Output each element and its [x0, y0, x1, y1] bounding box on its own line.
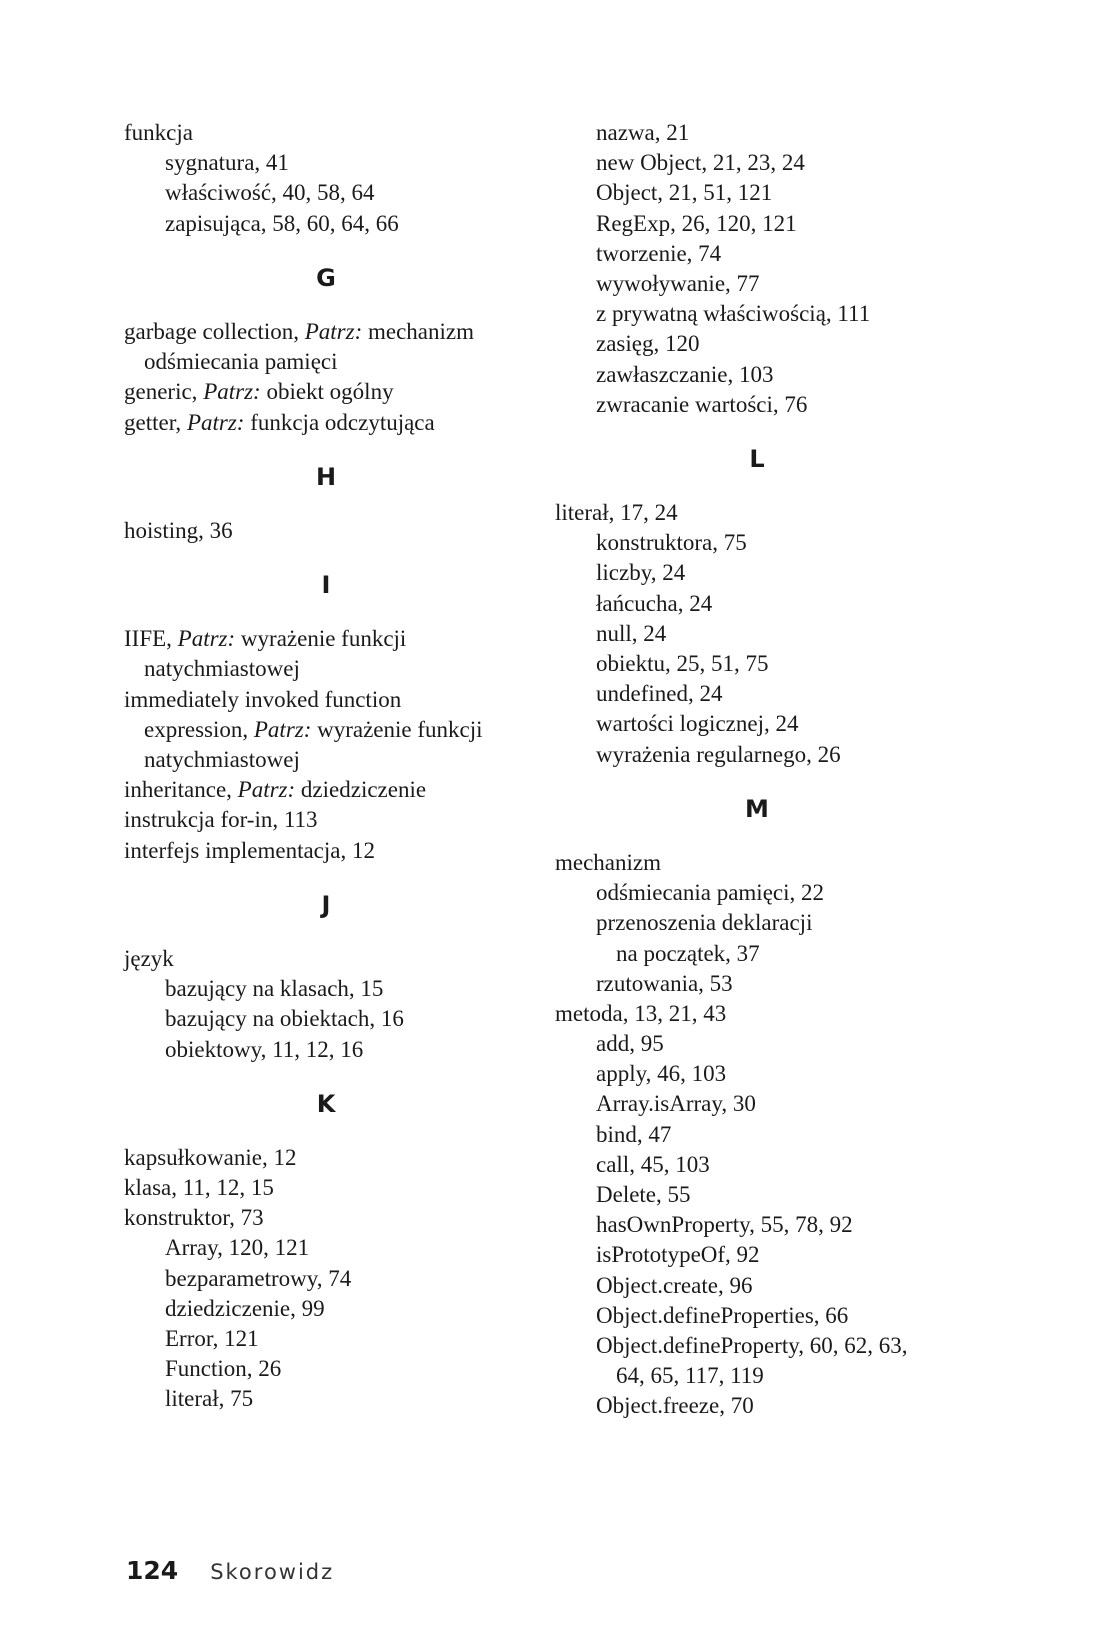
index-column-right	[555, 118, 975, 1422]
index-entry-text: Object.defineProperty, 60, 62, 63,	[596, 1332, 908, 1358]
index-column-left	[124, 118, 544, 1415]
index-entry	[124, 148, 544, 178]
index-entry	[124, 1324, 544, 1354]
index-entry-text: RegExp, 26, 120, 121	[596, 210, 797, 236]
cross-reference-label: Patrz:	[177, 626, 236, 652]
index-entry-text: odśmiecania pamięci, 22	[596, 880, 825, 906]
index-entry	[555, 1210, 975, 1240]
index-section-letter: L	[749, 444, 765, 473]
cross-reference-label: Patrz:	[304, 318, 363, 344]
cross-reference-label: Patrz:	[186, 409, 245, 435]
index-entry	[555, 360, 975, 390]
index-entry	[555, 848, 975, 878]
index-entry	[124, 1203, 544, 1233]
index-entry-text: inheritance,	[124, 777, 238, 803]
index-entry-text: konstruktor, 73	[124, 1205, 264, 1231]
index-entry-text: Array, 120, 121	[165, 1235, 310, 1261]
index-entry	[555, 1180, 975, 1210]
cross-reference-target: dziedziczenie	[295, 777, 427, 803]
running-head: Skorowidz	[210, 1560, 335, 1584]
index-entry-text: new Object, 21, 23, 24	[596, 150, 805, 176]
index-entry-text: właściwość, 40, 58, 64	[165, 180, 375, 206]
cross-reference-label: Patrz:	[253, 716, 312, 742]
index-entry-text: zwracanie wartości, 76	[596, 391, 808, 417]
index-entry	[555, 1029, 975, 1059]
index-entry	[555, 329, 975, 359]
index-entry	[124, 347, 544, 377]
index-entry	[124, 1233, 544, 1263]
index-entry-text: undefined, 24	[596, 681, 723, 707]
index-entry	[124, 408, 544, 438]
index-entry	[124, 836, 544, 866]
page-number: 124	[126, 1556, 179, 1585]
index-entry	[555, 498, 975, 528]
index-entry	[555, 1089, 975, 1119]
index-entry-text: mechanizm	[555, 849, 662, 875]
index-entry	[124, 1294, 544, 1324]
index-entry-text: Object.defineProperties, 66	[596, 1302, 849, 1328]
index-entry	[124, 317, 544, 347]
index-entry	[555, 1271, 975, 1301]
cross-reference-label: Patrz:	[237, 777, 296, 803]
index-entry-text: wywoływanie, 77	[596, 270, 760, 296]
index-entry-text: obiektu, 25, 51, 75	[596, 651, 769, 676]
index-entry-text: getter,	[124, 409, 187, 435]
index-entry	[555, 558, 975, 588]
index-entry-text: odśmiecania pamięci	[144, 349, 338, 375]
index-section-letter: H	[315, 462, 337, 491]
index-entry-text: kapsułkowanie, 12	[124, 1144, 297, 1170]
index-entry	[555, 878, 975, 908]
index-entry	[555, 148, 975, 178]
index-entry-text: przenoszenia deklaracji	[596, 910, 813, 936]
index-entry	[555, 908, 975, 938]
index-entry-text: Object.create, 96	[596, 1272, 753, 1298]
cross-reference-target: wyrażenie funkcji	[311, 716, 483, 742]
index-entry	[555, 1361, 975, 1391]
index-entry-text: garbage collection,	[124, 318, 305, 344]
index-entry	[555, 118, 975, 148]
index-entry	[555, 1331, 975, 1361]
index-entry	[124, 178, 544, 208]
index-entry-text: bezparametrowy, 74	[165, 1265, 352, 1291]
cross-reference-target: mechanizm	[362, 318, 474, 344]
index-entry	[555, 709, 975, 739]
index-entry-text: IIFE,	[124, 626, 178, 652]
index-entry	[555, 1301, 975, 1331]
index-entry-text: Object.freeze, 70	[596, 1393, 754, 1419]
index-entry	[124, 1143, 544, 1173]
index-entry	[124, 1035, 544, 1065]
page-footer	[126, 1553, 334, 1589]
index-entry-text: tworzenie, 74	[596, 240, 722, 266]
index-entry-text: Function, 26	[165, 1356, 282, 1382]
index-entry	[124, 1354, 544, 1384]
index-entry-text: literał, 75	[165, 1386, 254, 1412]
index-entry	[124, 209, 544, 239]
index-entry	[555, 619, 975, 649]
index-entry-text: hasOwnProperty, 55, 78, 92	[596, 1212, 853, 1238]
index-entry	[555, 528, 975, 558]
index-entry-text: liczby, 24	[596, 560, 686, 586]
index-entry	[124, 654, 544, 684]
index-entry	[555, 1150, 975, 1180]
index-section-letter: G	[316, 263, 336, 292]
index-entry	[555, 999, 975, 1029]
index-entry-text: rzutowania, 53	[596, 970, 733, 996]
index-entry	[555, 1059, 975, 1089]
index-entry	[124, 516, 544, 546]
index-entry	[555, 740, 975, 770]
index-entry	[124, 1004, 544, 1034]
index-entry-text: hoisting, 36	[124, 517, 233, 543]
index-entry-text: Delete, 55	[596, 1182, 691, 1207]
index-entry	[124, 377, 544, 407]
index-entry	[555, 1391, 975, 1421]
index-entry	[555, 178, 975, 208]
index-entry-text: konstruktora, 75	[596, 530, 747, 556]
index-entry	[124, 118, 544, 148]
index-entry	[555, 939, 975, 969]
index-entry-text: metoda, 13, 21, 43	[555, 1000, 727, 1026]
index-entry-text: 64, 65, 117, 119	[616, 1363, 764, 1389]
index-entry	[555, 1240, 975, 1270]
index-entry	[124, 715, 544, 745]
index-section-letter: K	[316, 1089, 336, 1118]
index-entry-text: zawłaszczanie, 103	[596, 361, 774, 387]
index-entry	[124, 685, 544, 715]
index-entry	[555, 239, 975, 269]
index-entry-text: natychmiastowej	[144, 656, 300, 682]
index-entry-text: null, 24	[596, 620, 667, 646]
index-entry	[124, 805, 544, 835]
index-entry-text: Object, 21, 51, 121	[596, 180, 773, 206]
index-entry-text: isPrototypeOf, 92	[596, 1242, 760, 1268]
index-entry-text: natychmiastowej	[144, 747, 300, 772]
index-entry	[555, 209, 975, 239]
index-entry	[555, 299, 975, 329]
index-entry	[124, 1173, 544, 1203]
index-section-letter: I	[321, 571, 331, 600]
index-section-letter: J	[321, 890, 331, 919]
index-entry	[555, 1120, 975, 1150]
index-entry-text: funkcja	[124, 120, 193, 145]
index-entry	[555, 679, 975, 709]
index-entry	[124, 624, 544, 654]
index-entry	[555, 390, 975, 420]
index-entry-text: Array.isArray, 30	[596, 1091, 756, 1117]
index-entry-text: immediately invoked function	[124, 686, 402, 712]
index-entry-text: obiektowy, 11, 12, 16	[165, 1036, 364, 1062]
index-entry	[555, 649, 975, 679]
index-entry-text: zapisująca, 58, 60, 64, 66	[165, 210, 399, 236]
cross-reference-target: obiekt ogólny	[260, 379, 394, 405]
index-entry	[124, 1384, 544, 1414]
index-entry-text: sygnatura, 41	[165, 150, 289, 176]
cross-reference-target: funkcja odczytująca	[244, 409, 435, 435]
index-entry-text: instrukcja for-in, 113	[124, 807, 318, 833]
index-entry-text: nazwa, 21	[596, 120, 690, 145]
index-entry	[555, 589, 975, 619]
index-entry	[555, 969, 975, 999]
index-entry	[124, 1264, 544, 1294]
index-entry-text: interfejs implementacja, 12	[124, 837, 375, 863]
index-entry-text: bind, 47	[596, 1121, 672, 1147]
index-entry-text: apply, 46, 103	[596, 1061, 727, 1087]
index-entry	[124, 775, 544, 805]
index-entry-text: zasięg, 120	[596, 331, 700, 357]
index-entry	[124, 944, 544, 974]
index-entry-text: język	[124, 945, 174, 971]
index-entry-text: call, 45, 103	[596, 1151, 710, 1177]
index-entry-text: łańcucha, 24	[596, 590, 713, 616]
index-entry-text: Error, 121	[165, 1326, 259, 1351]
index-entry-text: bazujący na obiektach, 16	[165, 1006, 404, 1032]
index-entry-text: wyrażenia regularnego, 26	[596, 741, 841, 767]
cross-reference-label: Patrz:	[203, 379, 261, 405]
index-entry-text: literał, 17, 24	[555, 500, 678, 526]
index-entry-text: dziedziczenie, 99	[165, 1295, 325, 1321]
index-entry-text: bazujący na klasach, 15	[165, 976, 384, 1002]
index-entry-text: expression,	[144, 716, 254, 742]
index-section-letter: M	[745, 794, 769, 823]
index-entry	[124, 974, 544, 1004]
index-entry	[555, 269, 975, 299]
index-entry-text: generic,	[124, 379, 204, 405]
index-entry	[124, 745, 544, 775]
cross-reference-target: wyrażenie funkcji	[235, 626, 407, 652]
index-entry-text: add, 95	[596, 1031, 664, 1057]
index-entry-text: na początek, 37	[616, 940, 760, 966]
index-entry-text: z prywatną właściwością, 111	[596, 301, 871, 327]
index-entry-text: wartości logicznej, 24	[596, 711, 799, 737]
index-entry-text: klasa, 11, 12, 15	[124, 1175, 274, 1201]
